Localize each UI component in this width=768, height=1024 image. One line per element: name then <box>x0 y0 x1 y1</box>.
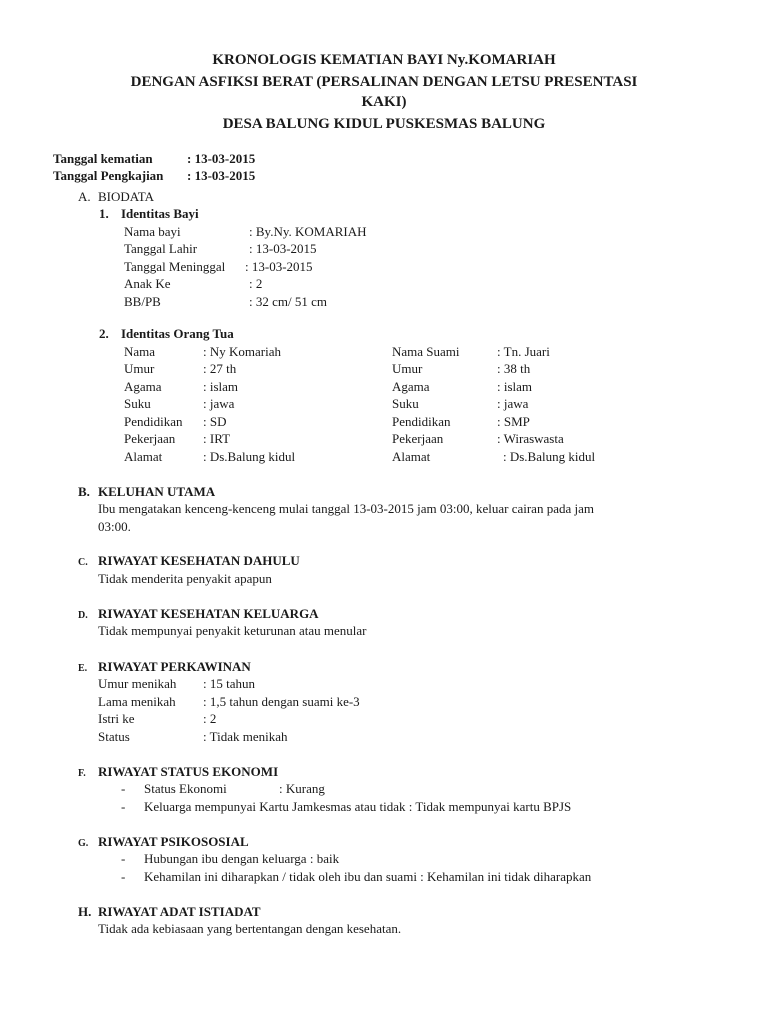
perkawinan-value: : 1,5 tahun dengan suami ke-3 <box>203 694 360 709</box>
identitas-bayi-heading: Identitas Bayi <box>121 206 199 221</box>
document-title-line-4: DESA BALUNG KIDUL PUSKESMAS BALUNG <box>222 116 546 132</box>
ibu-label: Suku <box>124 396 151 411</box>
suami-label: Suku <box>392 396 419 411</box>
bayi-label: Tanggal Lahir <box>124 241 198 256</box>
tanggal-kematian-label: Tanggal kematian <box>53 151 153 166</box>
suami-label: Pendidikan <box>392 414 451 429</box>
section-h-letter: H. <box>78 904 92 919</box>
perkawinan-label: Status <box>98 729 130 744</box>
document-title-line-3: KAKI) <box>361 94 407 110</box>
bayi-label: Tanggal Meninggal <box>124 259 226 274</box>
perkawinan-value: : 2 <box>203 711 217 726</box>
bayi-value: : 13-03-2015 <box>245 259 313 274</box>
suami-value: : SMP <box>497 414 530 429</box>
section-a-letter: A. <box>78 189 91 204</box>
ibu-value: : islam <box>203 379 239 394</box>
section-b-heading: KELUHAN UTAMA <box>98 484 216 499</box>
ekonomi-kartu-text: Keluarga mempunyai Kartu Jamkesmas atau tidak : Tidak mempunyai kartu BPJS <box>144 799 572 814</box>
perkawinan-value: : 15 tahun <box>203 676 255 691</box>
keluhan-text-line-2: 03:00. <box>98 519 131 534</box>
section-c-letter: C. <box>78 557 88 568</box>
bayi-label: Nama bayi <box>124 224 181 239</box>
section-f-heading: RIWAYAT STATUS EKONOMI <box>98 764 279 779</box>
tanggal-kematian-value: : 13-03-2015 <box>187 151 256 166</box>
perkawinan-value: : Tidak menikah <box>203 729 288 744</box>
suami-label: Agama <box>392 379 430 394</box>
ibu-value: : jawa <box>203 396 235 411</box>
perkawinan-label: Umur menikah <box>98 676 177 691</box>
suami-value: : Wiraswasta <box>497 431 564 446</box>
section-f-letter: F. <box>78 768 86 779</box>
bullet-dash: - <box>121 781 126 796</box>
bayi-value: : 32 cm/ 51 cm <box>249 294 327 309</box>
ibu-label: Pendidikan <box>124 414 183 429</box>
ibu-label: Umur <box>124 361 155 376</box>
bullet-dash: - <box>121 799 126 814</box>
document-title-line-1: KRONOLOGIS KEMATIAN BAYI Ny.KOMARIAH <box>212 52 556 68</box>
identitas-orang-tua-heading: Identitas Orang Tua <box>121 326 234 341</box>
ibu-label: Agama <box>124 379 162 394</box>
psikososial-item-1: Hubungan ibu dengan keluarga : baik <box>144 851 340 866</box>
perkawinan-label: Lama menikah <box>98 694 176 709</box>
bayi-label: Anak Ke <box>124 276 171 291</box>
ibu-label: Pekerjaan <box>124 431 176 446</box>
section-e-letter: E. <box>78 663 88 674</box>
suami-value: : 38 th <box>497 361 531 376</box>
section-e-heading: RIWAYAT PERKAWINAN <box>98 659 251 674</box>
suami-label: Umur <box>392 361 423 376</box>
ekonomi-status-label: Status Ekonomi <box>144 781 227 796</box>
ibu-label: Alamat <box>124 449 163 464</box>
section-d-letter: D. <box>78 610 88 621</box>
section-b-letter: B. <box>78 484 90 499</box>
bullet-dash: - <box>121 869 126 884</box>
ibu-value: : Ds.Balung kidul <box>203 449 296 464</box>
bayi-value: : 2 <box>249 276 263 291</box>
section-d-heading: RIWAYAT KESEHATAN KELUARGA <box>98 606 319 621</box>
suami-label: Pekerjaan <box>392 431 444 446</box>
suami-value: : jawa <box>497 396 529 411</box>
identitas-bayi-number: 1. <box>99 206 109 221</box>
section-g-letter: G. <box>78 838 89 849</box>
ibu-label: Nama <box>124 344 156 359</box>
ibu-value: : SD <box>203 414 227 429</box>
section-g-heading: RIWAYAT PSIKOSOSIAL <box>98 834 249 849</box>
ibu-value: : IRT <box>203 431 231 446</box>
ibu-value: : Ny Komariah <box>203 344 281 359</box>
suami-value: : Tn. Juari <box>497 344 550 359</box>
suami-value: : Ds.Balung kidul <box>503 449 596 464</box>
tanggal-pengkajian-label: Tanggal Pengkajian <box>53 168 164 183</box>
identitas-orang-tua-number: 2. <box>99 326 109 341</box>
adat-text: Tidak ada kebiasaan yang bertentangan dengan kesehatan. <box>98 921 402 936</box>
document-title-line-2: DENGAN ASFIKSI BERAT (PERSALINAN DENGAN LETSU PRESENTASI <box>130 74 638 90</box>
keluhan-text-line-1: Ibu mengatakan kenceng-kenceng mulai tanggal 13-03-2015 jam 03:00, keluar cairan pada jam <box>98 501 594 516</box>
bayi-value: : By.Ny. KOMARIAH <box>249 224 367 239</box>
bayi-value: : 13-03-2015 <box>249 241 317 256</box>
bullet-dash: - <box>121 851 126 866</box>
perkawinan-label: Istri ke <box>98 711 135 726</box>
section-h-heading: RIWAYAT ADAT ISTIADAT <box>98 904 261 919</box>
section-c-heading: RIWAYAT KESEHATAN DAHULU <box>98 553 300 568</box>
suami-label: Nama Suami <box>392 344 460 359</box>
ibu-value: : 27 th <box>203 361 237 376</box>
suami-value: : islam <box>497 379 533 394</box>
suami-label: Alamat <box>392 449 431 464</box>
kesehatan-dahulu-text: Tidak menderita penyakit apapun <box>98 571 272 586</box>
section-a-heading: BIODATA <box>98 189 155 204</box>
bayi-label: BB/PB <box>124 294 161 309</box>
psikososial-item-2: Kehamilan ini diharapkan / tidak oleh ibu dan suami : Kehamilan ini tidak diharapkan <box>144 869 592 884</box>
ekonomi-status-value: : Kurang <box>279 781 325 796</box>
tanggal-pengkajian-value: : 13-03-2015 <box>187 168 256 183</box>
kesehatan-keluarga-text: Tidak mempunyai penyakit keturunan atau menular <box>98 623 367 638</box>
